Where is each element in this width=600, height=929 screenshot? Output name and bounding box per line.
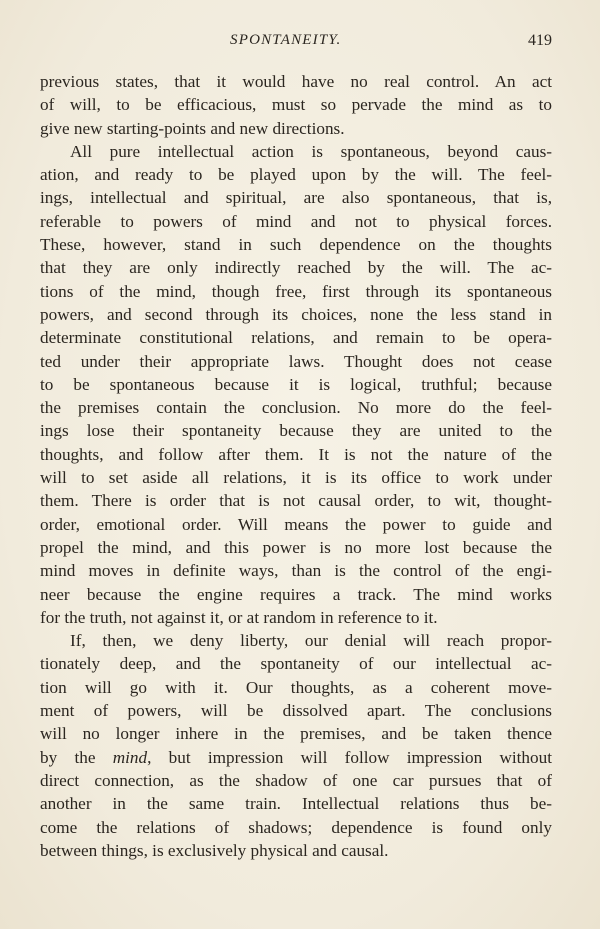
text-line: tionately deep, and the spontaneity of our intellectual ac- [40, 654, 552, 674]
text-line: ings, intellectual and spiritual, are also spontaneous, that is, [40, 188, 552, 208]
text-line: come the relations of shadows; dependence is found only [40, 817, 552, 837]
text-line: ings lose their spontaneity because they are united to the [40, 421, 552, 441]
text-line: referable to powers of mind and not to physical forces. [40, 211, 552, 231]
running-head [40, 32, 552, 54]
text-line: order, emotional order. Will means the power to guide and [40, 514, 552, 534]
text-line: If, then, we deny liberty, our denial will reach propor- [70, 631, 552, 651]
running-title: SPONTANEITY. [230, 32, 342, 48]
page-number: 419 [528, 32, 552, 49]
text-line: will no longer inhere in the premises, and be taken thence [40, 724, 552, 744]
text-line: give new starting-points and new directions. [40, 118, 345, 138]
text-line: that they are only indirectly reached by the will. The ac- [40, 258, 552, 278]
text-line: powers, and second through its choices, none the less stand in [40, 304, 552, 324]
text-line: for the truth, not against it, or at random in reference to it. [40, 607, 438, 627]
text-line: ation, and ready to be played upon by the will. The feel- [40, 165, 552, 185]
text-line: propel the mind, and this power is no more lost because the [40, 537, 552, 557]
text-line: tion will go with it. Our thoughts, as a coherent move- [40, 677, 552, 697]
text-line: will to set aside all relations, it is its office to work under [40, 468, 552, 488]
text-line: previous states, that it would have no real control. An act [40, 72, 552, 91]
text-line: them. There is order that is not causal order, to wit, thought- [40, 491, 552, 511]
text-line: mind moves in definite ways, than is the control of the engi- [40, 561, 552, 581]
text-line: ment of powers, will be dissolved apart. The conclusions [40, 701, 552, 721]
text-line: neer because the engine requires a track. The mind works [40, 584, 552, 604]
text-line: tions of the mind, though free, first through its spontaneous [40, 281, 552, 301]
body-text [40, 70, 552, 862]
text-line: between things, is exclusively physical and causal. [40, 840, 389, 860]
text-line: These, however, stand in such dependence on the thoughts [40, 235, 552, 255]
text-line: determinate constitutional relations, and remain to be opera- [40, 328, 552, 348]
text-line: ted under their appropriate laws. Thought does not cease [40, 351, 552, 371]
text-line: by the mind, but impression will follow impression without [40, 747, 552, 767]
text-line: to be spontaneous because it is logical, truthful; because [40, 374, 552, 394]
text-line: the premises contain the conclusion. No more do the feel- [40, 398, 552, 418]
text-line: thoughts, and follow after them. It is not the nature of the [40, 444, 552, 464]
text-line: of will, to be efficacious, must so pervade the mind as to [40, 95, 552, 115]
text-line: direct connection, as the shadow of one car pursues that of [40, 770, 552, 790]
text-line: another in the same train. Intellectual relations thus be- [40, 794, 552, 814]
text-line: All pure intellectual action is spontaneous, beyond caus- [70, 141, 552, 161]
